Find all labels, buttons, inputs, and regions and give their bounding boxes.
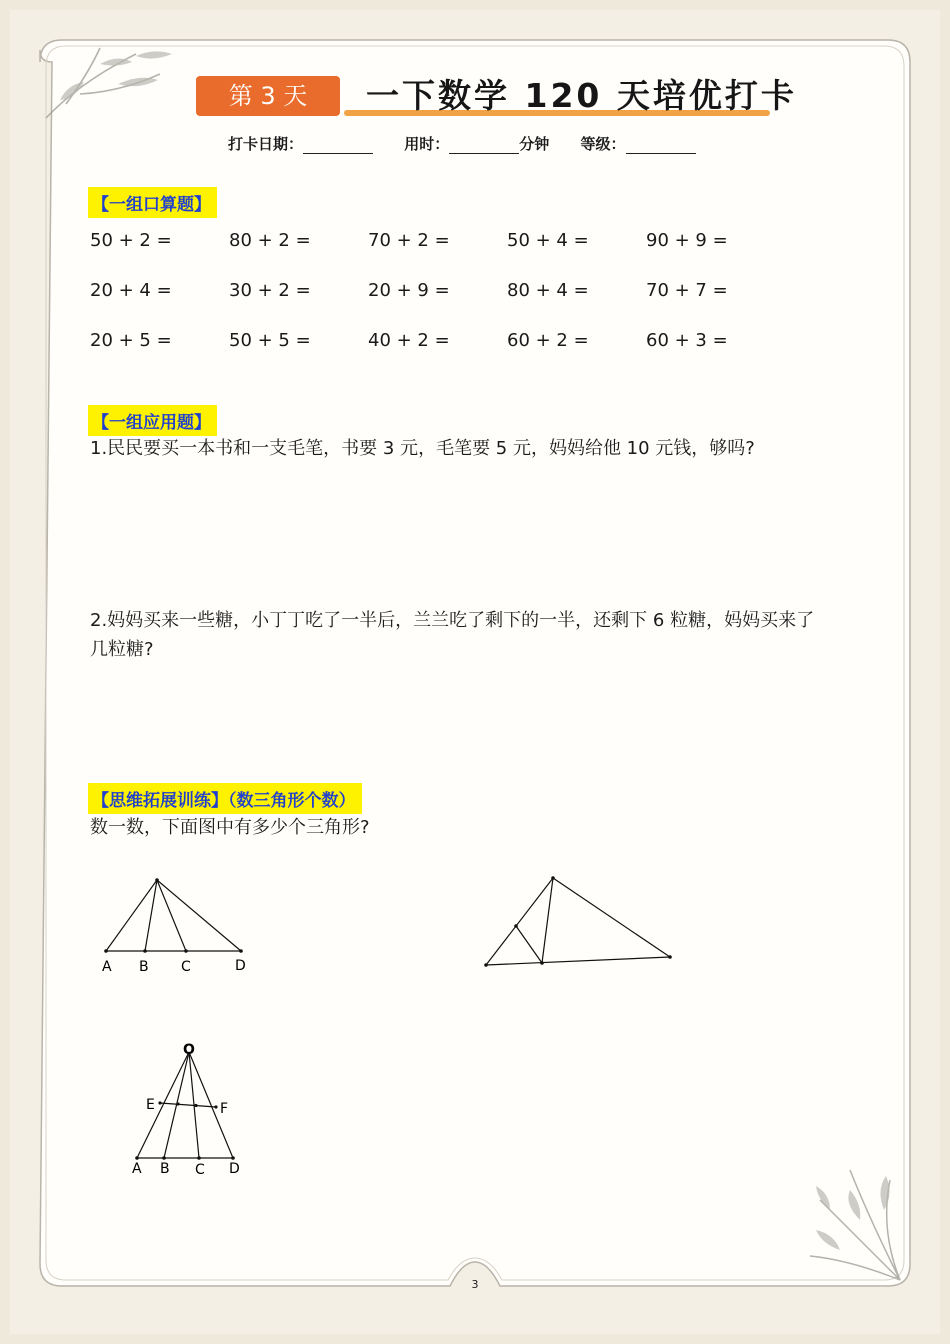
page-title: 一下数学 120 天培优打卡 bbox=[366, 76, 797, 115]
fig3-label-b: B bbox=[160, 1161, 170, 1177]
fig1-label-b: B bbox=[139, 959, 149, 975]
triangle-figure-3 bbox=[128, 1040, 248, 1182]
triangle-figure-2 bbox=[478, 868, 678, 972]
calc-item: 50 + 2 = bbox=[90, 230, 172, 251]
calc-item: 20 + 5 = bbox=[90, 330, 172, 351]
calc-item: 60 + 3 = bbox=[646, 330, 728, 351]
calc-item: 70 + 7 = bbox=[646, 280, 728, 301]
fig3-label-a: A bbox=[132, 1161, 142, 1177]
applied-question-2-line2: 几粒糖? bbox=[90, 639, 154, 660]
calc-item: 50 + 4 = bbox=[507, 230, 589, 251]
date-field[interactable] bbox=[303, 137, 373, 154]
calc-item: 50 + 5 = bbox=[229, 330, 311, 351]
time-unit: 分钟 bbox=[519, 135, 550, 153]
calc-item: 20 + 4 = bbox=[90, 280, 172, 301]
calc-item: 80 + 4 = bbox=[507, 280, 589, 301]
applied-question-2-line1: 2.妈妈买来一些糖，小丁丁吃了一半后，兰兰吃了剩下的一半，还剩下 6 粒糖，妈妈买来了 bbox=[90, 610, 815, 631]
calc-item: 70 + 2 = bbox=[368, 230, 450, 251]
calc-item: 80 + 2 = bbox=[229, 230, 311, 251]
oral-calc-heading: 【一组口算题】 bbox=[88, 187, 217, 218]
triangle-figure-1 bbox=[95, 872, 260, 980]
fig1-label-d: D bbox=[235, 958, 246, 974]
thinking-heading: 【思维拓展训练】（数三角形个数） bbox=[88, 783, 362, 814]
calc-item: 20 + 9 = bbox=[368, 280, 450, 301]
fig1-label-a: A bbox=[102, 959, 112, 975]
fig1-label-c: C bbox=[181, 959, 191, 975]
date-label: 打卡日期： bbox=[228, 135, 304, 153]
fig3-label-c: C bbox=[195, 1162, 205, 1178]
fig3-label-d: D bbox=[229, 1161, 240, 1177]
fig3-label-e: E bbox=[146, 1097, 155, 1113]
bamboo-decoration-top bbox=[40, 44, 190, 134]
time-label: 用时： bbox=[404, 135, 450, 153]
applied-question-1: 1.民民要买一本书和一支毛笔，书要 3 元，毛笔要 5 元，妈妈给他 10 元钱，够吗? bbox=[90, 438, 755, 459]
time-field[interactable] bbox=[449, 137, 519, 154]
grade-label: 等级： bbox=[580, 135, 626, 153]
calc-item: 30 + 2 = bbox=[229, 280, 311, 301]
calc-item: 40 + 2 = bbox=[368, 330, 450, 351]
calc-item: 90 + 9 = bbox=[646, 230, 728, 251]
page-number: 3 bbox=[471, 1278, 479, 1291]
thinking-prompt: 数一数，下面图中有多少个三角形? bbox=[90, 817, 370, 838]
orchid-decoration-bottom bbox=[800, 1160, 910, 1286]
grade-field[interactable] bbox=[626, 137, 696, 154]
fig3-label-f: F bbox=[220, 1101, 229, 1117]
checkin-row bbox=[228, 133, 696, 154]
calc-item: 60 + 2 = bbox=[507, 330, 589, 351]
fig3-label-o: O bbox=[183, 1042, 195, 1058]
applied-heading: 【一组应用题】 bbox=[88, 405, 217, 436]
day-badge: 第 3 天 bbox=[196, 76, 340, 116]
